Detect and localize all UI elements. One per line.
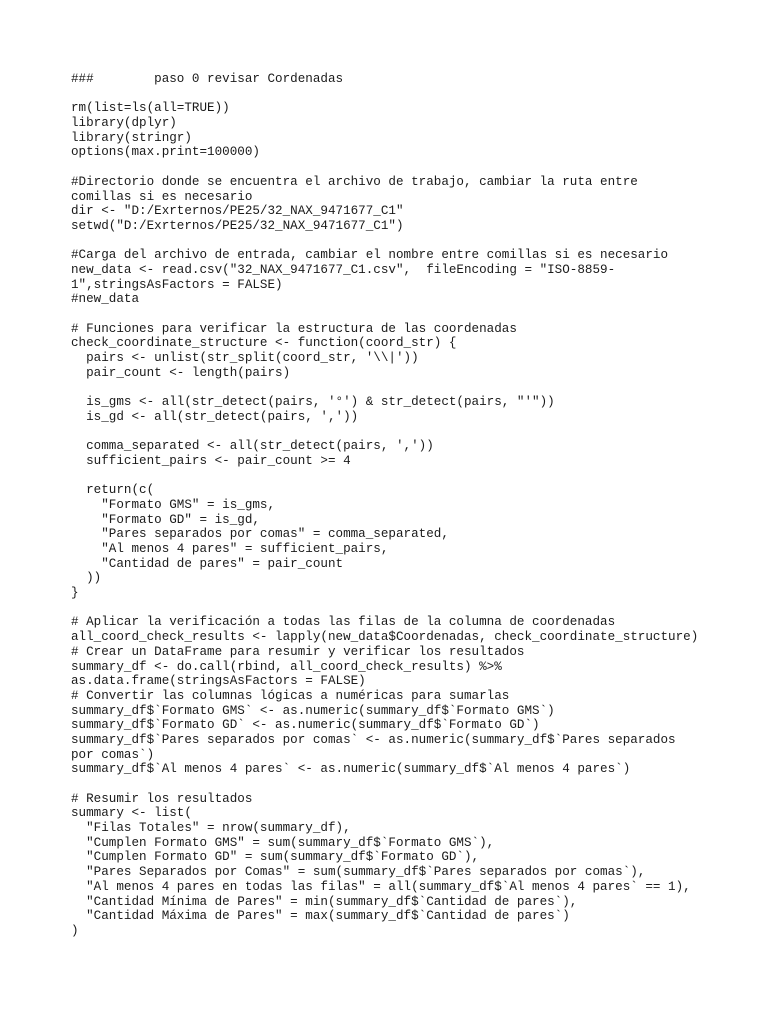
code-line: } <box>71 586 79 601</box>
code-line: # Aplicar la verificación a todas las filas de la columna de coordenadas <box>71 615 616 630</box>
code-line: #Carga del archivo de entrada, cambiar el nombre entre comillas si es necesario <box>71 248 669 263</box>
code-line: ) <box>71 923 79 938</box>
code-line: "Cantidad Mínima de Pares" = min(summary_df$`Cantidad de pares`), <box>71 894 578 909</box>
code-line <box>71 87 731 102</box>
code-line: #Directorio donde se encuentra el archivo de trabajo, cambiar la ruta entre <box>71 174 638 189</box>
code-line: # Funciones para verificar la estructura de las coordenadas <box>71 321 517 336</box>
code-line: dir <- "D:/Exrternos/PE25/32_NAX_9471677_C1" <box>71 204 404 219</box>
code-line: is_gms <- all(str_detect(pairs, '°') & str_detect(pairs, "'")) <box>71 395 555 410</box>
code-line: "Al menos 4 pares en todas las filas" = all(summary_df$`Al menos 4 pares` == 1), <box>71 879 691 894</box>
code-block <box>71 72 731 939</box>
code-line <box>71 380 731 395</box>
code-line: options(max.print=100000) <box>71 145 260 160</box>
code-line: "Formato GD" = is_gd, <box>71 512 260 527</box>
code-line: ### paso 0 revisar Cordenadas <box>71 72 344 86</box>
code-line: summary_df <- do.call(rbind, all_coord_check_results) %>% <box>71 659 502 674</box>
code-line: library(stringr) <box>71 130 192 145</box>
code-line <box>71 601 731 616</box>
code-line: summary_df$`Al menos 4 pares` <- as.numeric(summary_df$`Al menos 4 pares`) <box>71 762 631 777</box>
code-line <box>71 234 731 249</box>
code-line: "Pares Separados por Comas" = sum(summary_df$`Pares separados por comas`), <box>71 865 646 880</box>
code-line: # Resumir los resultados <box>71 791 253 806</box>
code-line: "Formato GMS" = is_gms, <box>71 497 276 512</box>
code-line: summary_df$`Pares separados por comas` <- as.numeric(summary_df$`Pares separados <box>71 732 676 747</box>
code-line: return(c( <box>71 483 155 498</box>
code-line: sufficient_pairs <- pair_count >= 4 <box>71 453 351 468</box>
code-line: "Cantidad de pares" = pair_count <box>71 556 344 571</box>
code-line: )) <box>71 571 102 586</box>
code-line <box>71 425 731 440</box>
code-line: #new_data <box>71 292 140 307</box>
code-line: pair_count <- length(pairs) <box>71 365 291 380</box>
code-line: rm(list=ls(all=TRUE)) <box>71 101 230 116</box>
code-line <box>71 307 731 322</box>
code-line: comillas si es necesario <box>71 189 253 204</box>
code-line: # Convertir las columnas lógicas a numéricas para sumarlas <box>71 688 510 703</box>
code-line <box>71 160 731 175</box>
code-line: "Pares separados por comas" = comma_separated, <box>71 527 449 542</box>
code-line: "Cumplen Formato GD" = sum(summary_df$`Formato GD`), <box>71 850 480 865</box>
code-line: 1",stringsAsFactors = FALSE) <box>71 277 283 292</box>
code-line: "Cantidad Máxima de Pares" = max(summary_df$`Cantidad de pares`) <box>71 909 570 924</box>
code-line: # Crear un DataFrame para resumir y verificar los resultados <box>71 644 525 659</box>
code-line: new_data <- read.csv("32_NAX_9471677_C1.csv", fileEncoding = "ISO-8859- <box>71 262 616 277</box>
code-line: all_coord_check_results <- lapply(new_data$Coordenadas, check_coordinate_structure) <box>71 630 699 645</box>
code-line <box>71 469 731 484</box>
code-line: "Al menos 4 pares" = sufficient_pairs, <box>71 542 389 556</box>
code-line: summary <- list( <box>71 806 192 821</box>
code-line: "Cumplen Formato GMS" = sum(summary_df$`Formato GMS`), <box>71 835 495 850</box>
code-line: summary_df$`Formato GMS` <- as.numeric(summary_df$`Formato GMS`) <box>71 703 555 718</box>
code-line: setwd("D:/Exrternos/PE25/32_NAX_9471677_C1") <box>71 218 404 233</box>
code-line: por comas`) <box>71 747 155 762</box>
code-line <box>71 777 731 792</box>
code-line: is_gd <- all(str_detect(pairs, ',')) <box>71 409 359 424</box>
code-line: "Filas Totales" = nrow(summary_df), <box>71 821 351 836</box>
code-line: pairs <- unlist(str_split(coord_str, '\\|')) <box>71 351 419 366</box>
code-line: as.data.frame(stringsAsFactors = FALSE) <box>71 674 366 689</box>
code-line: comma_separated <- all(str_detect(pairs, ',')) <box>71 439 434 454</box>
code-line: library(dplyr) <box>71 116 177 131</box>
code-line: check_coordinate_structure <- function(coord_str) { <box>71 336 457 351</box>
code-line: summary_df$`Formato GD` <- as.numeric(summary_df$`Formato GD`) <box>71 718 540 733</box>
